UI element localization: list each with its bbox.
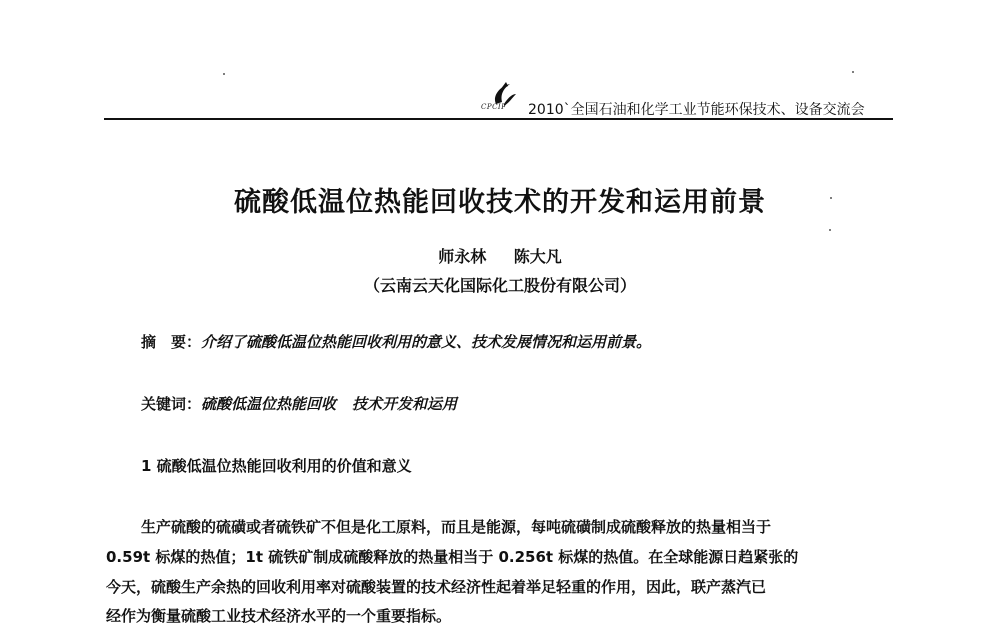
keywords-label: 关键词： bbox=[141, 395, 202, 413]
scan-speck bbox=[829, 229, 831, 231]
section-heading: 1 硫酸低温位热能回收利用的价值和意义 bbox=[141, 457, 412, 475]
paragraph-line: 今天，硫酸生产余热的回收利用率对硫酸装置的技术经济性起着举足轻重的作用，因此，联产蒸汽已 bbox=[106, 578, 767, 596]
scan-speck bbox=[223, 73, 225, 75]
author-name: 陈大凡 bbox=[513, 247, 562, 266]
abstract bbox=[141, 331, 651, 352]
paragraph-line: 0.59t 标煤的热值；1t 硫铁矿制成硫酸释放的热量相当于 0.256t 标煤的热值。在全球能源日趋紧张的 bbox=[106, 548, 799, 566]
affiliation: （云南云天化国际化工股份有限公司） bbox=[363, 276, 636, 295]
paragraph-line: 经作为衡量硫酸工业技术经济水平的一个重要指标。 bbox=[106, 607, 452, 625]
conference-header bbox=[0, 0, 1000, 125]
keyword: 硫酸低温位热能回收 bbox=[201, 395, 337, 413]
keywords bbox=[141, 393, 457, 414]
scan-speck bbox=[852, 71, 854, 73]
logo-text: CPCIF bbox=[481, 103, 507, 111]
keyword: 技术开发和运用 bbox=[352, 395, 458, 413]
conference-title: 2010`全国石油和化学工业节能环保技术、设备交流会 bbox=[528, 102, 865, 118]
abstract-text: 介绍了硫酸低温位热能回收利用的意义、技术发展情况和运用前景。 bbox=[201, 333, 652, 351]
header-rule bbox=[104, 118, 893, 120]
author-name: 师永林 bbox=[438, 247, 487, 266]
paragraph-line: 生产硫酸的硫磺或者硫铁矿不但是化工原料，而且是能源，每吨硫磺制成硫酸释放的热量相当于 bbox=[141, 518, 772, 536]
paper-title: 硫酸低温位热能回收技术的开发和运用前景 bbox=[234, 187, 766, 218]
authors bbox=[0, 244, 1000, 267]
abstract-label: 摘 要： bbox=[141, 333, 202, 351]
